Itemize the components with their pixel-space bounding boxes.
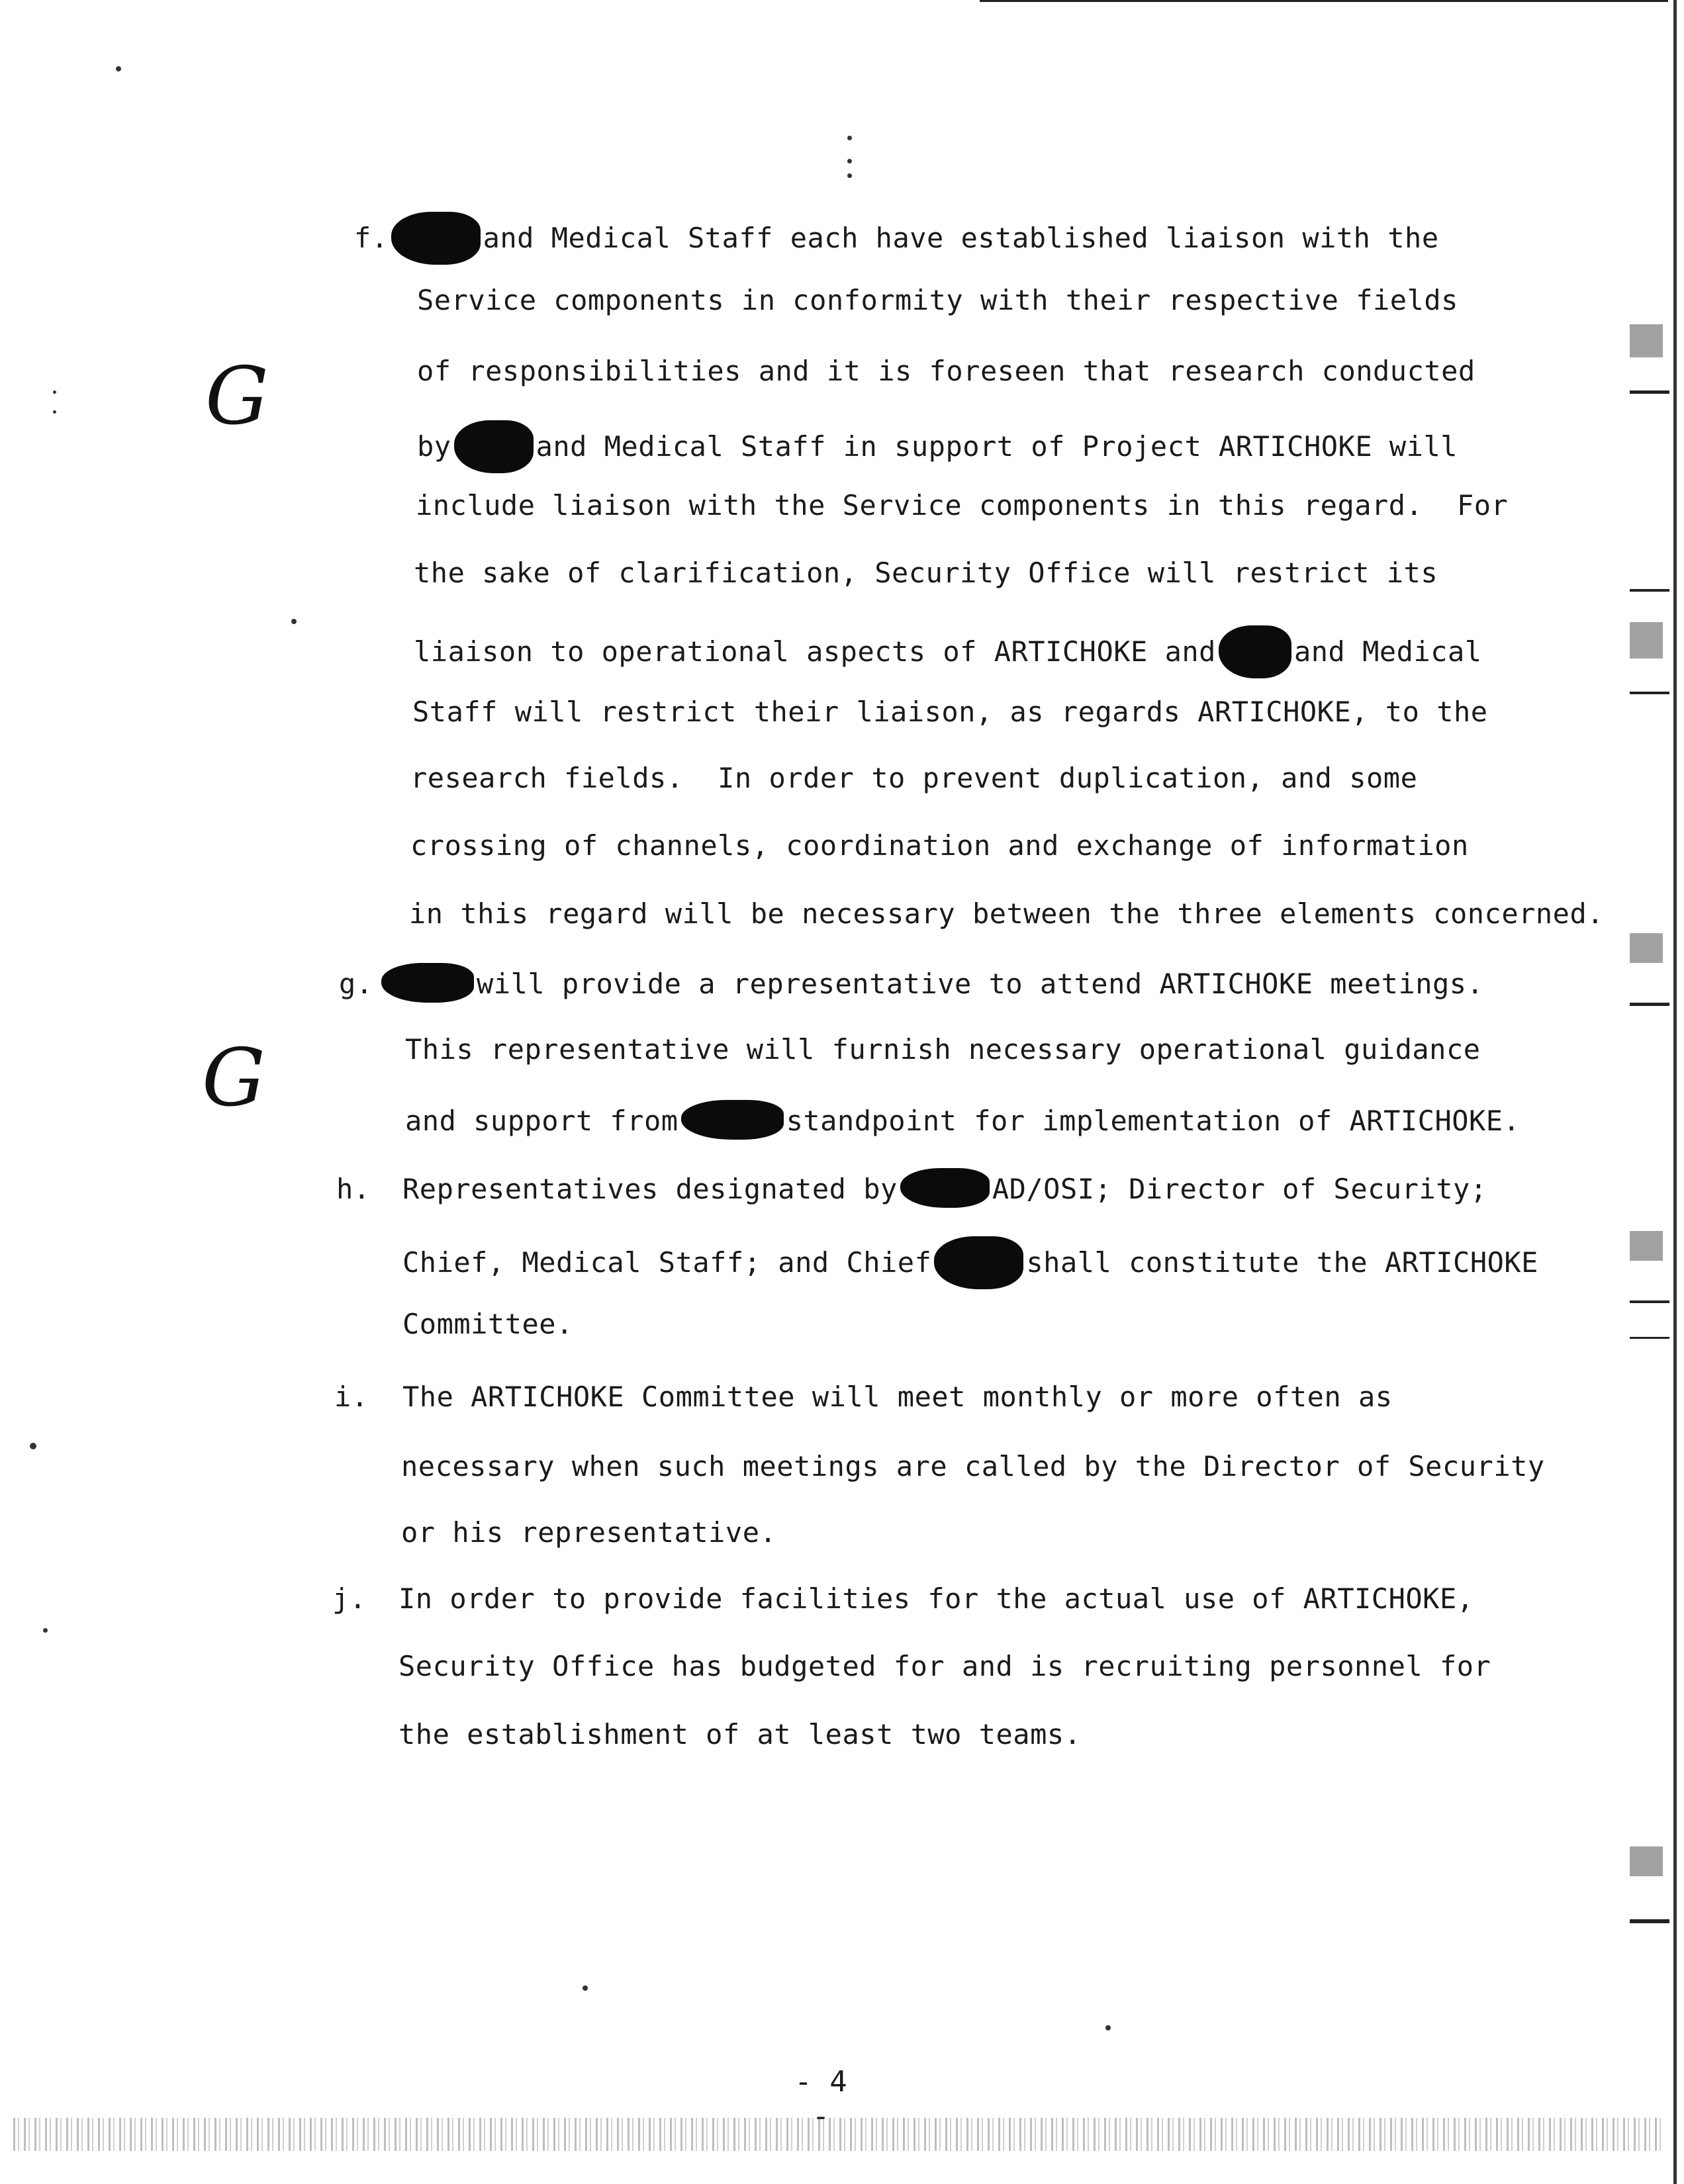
scan-edge-mark [1630,1846,1663,1876]
para-f-line-11: in this regard will be necessary between the three elements concerned. [409,897,1605,930]
para-j-line-1: j. In order to provide facilities for the actual use of ARTICHOKE, [332,1582,1474,1615]
para-g-label: g. [339,968,373,1000]
scan-edge-mark [1630,1300,1669,1303]
scan-speck [116,66,121,71]
scan-speck [291,619,297,624]
scan-edge-mark [1630,324,1663,357]
page-number: - 4 - [794,2065,847,2133]
scan-top-rule [980,0,1668,2]
redaction-block [391,212,481,265]
para-f-line-8: Staff will restrict their liaison, as regards ARTICHOKE, to the [412,696,1488,728]
para-g-line-2: This representative will furnish necessary operational guidance [405,1033,1481,1066]
scan-speck [43,1628,48,1633]
scan-speck [847,173,852,178]
redaction-block [1219,625,1291,678]
para-g-line-3: and support from standpoint for implementation of ARTICHOKE. [405,1100,1520,1134]
para-f-line-2: Service components in conformity with their respective fields [417,284,1458,316]
scan-edge-mark [1630,692,1669,694]
scan-speck [583,1985,588,1991]
para-i-line-1: i. The ARTICHOKE Committee will meet monthly or more often as [334,1381,1393,1413]
para-j-line-3: the establishment of at least two teams. [398,1718,1082,1751]
scan-speck [1105,2025,1111,2030]
para-i-line-2: necessary when such meetings are called by the Director of Security [401,1450,1545,1482]
para-j-line-2: Security Office has budgeted for and is recruiting personnel for [398,1650,1491,1682]
para-f-line-4: by and Medical Staff in support of Project ARTICHOKE will [417,420,1458,455]
scan-speck [53,390,56,394]
margin-handwritten-g-2: G [202,1032,265,1124]
redaction-block [900,1168,990,1208]
para-f-line-3: of responsibilities and it is foreseen that research conducted [417,355,1475,387]
margin-handwritten-g-1: G [205,351,269,443]
scan-edge-mark [1630,1231,1663,1261]
para-f-line-6: the sake of clarification, Security Office will restrict its [414,557,1438,589]
scan-edge-mark [1630,589,1669,592]
para-f-label: f. [354,222,389,254]
scan-edge-mark [1630,390,1669,394]
redaction-block [934,1236,1023,1289]
para-h-line-1: h. Representatives designated by AD/OSI; Director of Security; [336,1168,1487,1203]
para-i-line-3: or his representative. [401,1516,777,1549]
scan-edge-mark [1630,622,1663,659]
redaction-block [454,420,534,473]
scan-edge-mark [1630,933,1663,963]
para-h-label: h. [336,1173,371,1205]
scan-speck [847,159,852,163]
para-f-line-9: research fields. In order to prevent duplication, and some [410,762,1418,794]
scan-right-edge [1673,0,1677,2184]
para-g-line-1: g. will provide a representative to attend ARTICHOKE meetings. [339,963,1483,997]
scan-edge-mark [1630,1919,1669,1923]
para-f-line-5: include liaison with the Service components in this regard. For [416,489,1509,522]
redaction-block [381,963,474,1003]
scan-bottom-noise [13,2118,1661,2151]
scan-speck [847,136,852,140]
scan-edge-mark [1630,1337,1669,1339]
para-f-line-10: crossing of channels, coordination and exchange of information [410,829,1469,862]
para-h-line-3: Committee. [402,1308,573,1340]
scan-speck [30,1443,36,1449]
para-j-label: j. [332,1582,367,1615]
para-f-line-7: liaison to operational aspects of ARTICHOKE and and Medical [414,625,1482,660]
scan-edge-mark [1630,1003,1669,1006]
para-f-line-1: f. and Medical Staff each have established liaison with the [354,212,1439,246]
para-h-line-2: Chief, Medical Staff; and Chief shall constitute the ARTICHOKE [402,1236,1538,1271]
redaction-block [681,1100,784,1140]
scan-speck [53,410,56,414]
para-i-label: i. [334,1381,369,1413]
